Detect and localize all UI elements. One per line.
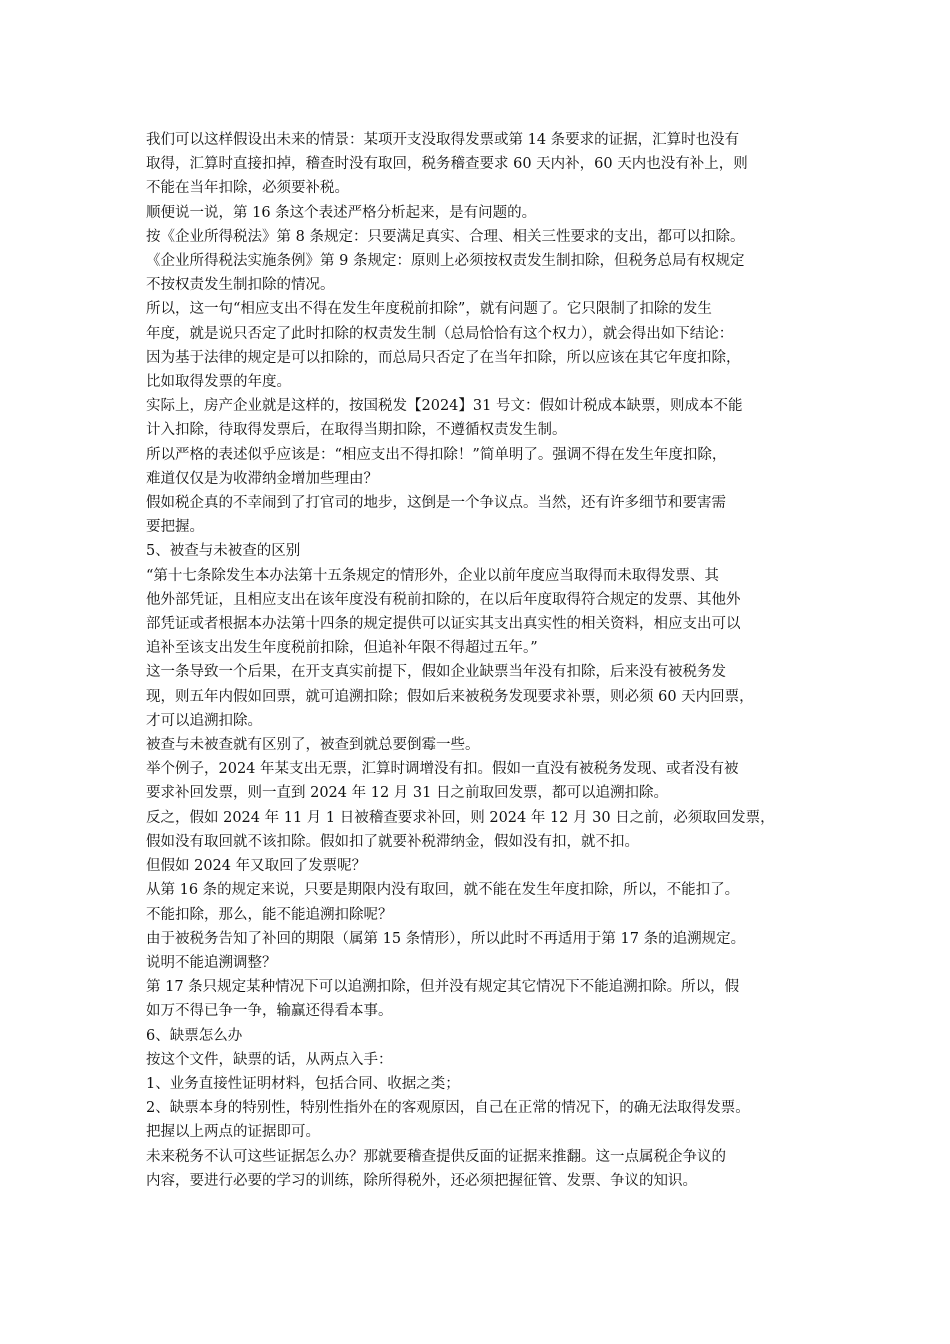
paragraph — [146, 297, 826, 345]
paragraph-line: 如万不得已争一争，输赢还得看本事。 — [146, 1003, 393, 1020]
paragraph-line: 5、被查与未被查的区别 — [146, 543, 301, 560]
paragraph — [146, 201, 826, 225]
paragraph-line: 要把握。 — [146, 519, 204, 536]
paragraph-line: 未来税务不认可这些证据怎么办？那就要稽查提供反面的证据来推翻。这一点属税企争议的 — [146, 1148, 726, 1165]
paragraph-line: 1、业务直接性证明材料，包括合同、收据之类； — [146, 1075, 460, 1092]
paragraph-line: 按《企业所得税法》第 8 条规定：只要满足真实、合理、相关三性要求的支出，都可以扣除。 — [146, 228, 745, 245]
paragraph-line: 假如没有取回就不该扣除。假如扣了就要补税滞纳金，假如没有扣，就不扣。 — [146, 833, 639, 850]
paragraph-line: 不按权责发生制扣除的情况。 — [146, 277, 335, 294]
paragraph-line: 现，则五年内假如回票，就可追溯扣除；假如后来被税务发现要求补票，则必须 60 天内回票， — [146, 688, 754, 705]
paragraph-line: 要求补回发票，则一直到 2024 年 12 月 31 日之前取回发票，都可以追溯扣除。 — [146, 785, 668, 802]
paragraph-line: 由于被税务告知了补回的期限（属第 15 条情形），所以此时不再适用于第 17 条的追溯规定。 — [146, 930, 746, 947]
paragraph-line: 计入扣除，待取得发票后，在取得当期扣除，不遵循权责发生制。 — [146, 422, 567, 439]
paragraph — [146, 1048, 826, 1072]
paragraph-line: 顺便说一说，第 16 条这个表述严格分析起来，是有问题的。 — [146, 204, 537, 221]
paragraph-line: 他外部凭证，且相应支出在该年度没有税前扣除的，在以后年度取得符合规定的发票、其他外 — [146, 591, 741, 608]
paragraph — [146, 539, 826, 563]
paragraph — [146, 975, 826, 1023]
paragraph-line: 说明不能追溯调整？ — [146, 954, 277, 971]
paragraph-line: 年度，就是说只否定了此时扣除的权责发生制（总局恰恰有这个权力），就会得出如下结论： — [146, 325, 734, 342]
paragraph — [146, 1120, 826, 1144]
document-body — [146, 128, 826, 1193]
paragraph-line: 内容，要进行必要的学习的训练，除所得税外，还必须把握征管、发票、争议的知识。 — [146, 1172, 697, 1189]
paragraph-line: “第十七条除发生本办法第十五条规定的情形外，企业以前年度应当取得而未取得发票、其 — [146, 567, 719, 584]
paragraph-line: 2、缺票本身的特别性，特别性指外在的客观原因，自己在正常的情况下，的确无法取得发票。 — [146, 1100, 750, 1117]
paragraph-line: 被查与未被查就有区别了，被查到就总要倒霉一些。 — [146, 737, 480, 754]
paragraph-line: 第 17 条只规定某种情况下可以追溯扣除，但并没有规定其它情况下不能追溯扣除。所以，假 — [146, 979, 740, 996]
paragraph — [146, 394, 826, 442]
paragraph — [146, 443, 826, 491]
paragraph-line: 《企业所得税法实施条例》第 9 条规定：原则上必须按权责发生制扣除，但税务总局有权规定 — [146, 253, 745, 270]
paragraph-line: 所以，这一句“相应支出不得在发生年度税前扣除”，就有问题了。它只限制了扣除的发生 — [146, 301, 712, 318]
paragraph-line: 部凭证或者根据本办法第十四条的规定提供可以证实其支出真实性的相关资料，相应支出可以 — [146, 616, 741, 633]
paragraph-line: 因为基于法律的规定是可以扣除的，而总局只否定了在当年扣除，所以应该在其它年度扣除， — [146, 349, 741, 366]
paragraph — [146, 128, 826, 201]
paragraph — [146, 564, 826, 661]
paragraph — [146, 491, 826, 539]
paragraph — [146, 733, 826, 757]
paragraph — [146, 346, 826, 394]
paragraph — [146, 1024, 826, 1048]
paragraph-line: 不能在当年扣除，必须要补税。 — [146, 180, 349, 197]
paragraph-line: 追补至该支出发生年度税前扣除，但追补年限不得超过五年。” — [146, 640, 538, 657]
paragraph-line: 不能扣除，那么，能不能追溯扣除呢？ — [146, 906, 393, 923]
paragraph-line: 所以严格的表述似乎应该是：“相应支出不得扣除！”简单明了。强调不得在发生年度扣除， — [146, 446, 727, 463]
paragraph — [146, 225, 826, 298]
paragraph-line: 按这个文件，缺票的话，从两点入手： — [146, 1051, 393, 1068]
paragraph — [146, 951, 826, 975]
paragraph-line: 举个例子，2024 年某支出无票，汇算时调增没有扣。假如一直没有被税务发现、或者没有被 — [146, 761, 739, 778]
paragraph — [146, 854, 826, 878]
paragraph-line: 但假如 2024 年又取回了发票呢？ — [146, 858, 367, 875]
paragraph-line: 假如税企真的不幸闹到了打官司的地步，这倒是一个争议点。当然，还有许多细节和要害需 — [146, 495, 726, 512]
paragraph — [146, 806, 826, 854]
paragraph — [146, 1072, 826, 1096]
paragraph-line: 难道仅仅是为收滞纳金增加些理由？ — [146, 470, 378, 487]
paragraph — [146, 660, 826, 733]
paragraph-line: 比如取得发票的年度。 — [146, 374, 291, 391]
paragraph-line: 实际上，房产企业就是这样的，按国税发【2024】31 号文：假如计税成本缺票，则成本不能 — [146, 398, 743, 415]
paragraph-line: 从第 16 条的规定来说，只要是期限内没有取回，就不能在发生年度扣除，所以，不能扣了。 — [146, 882, 740, 899]
paragraph-line: 这一条导致一个后果，在开支真实前提下，假如企业缺票当年没有扣除，后来没有被税务发 — [146, 664, 726, 681]
paragraph-line: 反之，假如 2024 年 11 月 1 日被稽查要求补回，则 2024 年 12 月 30 日之前，必须取回发票， — [146, 809, 775, 826]
paragraph — [146, 903, 826, 927]
paragraph-line: 我们可以这样假设出未来的情景：某项开支没取得发票或第 14 条要求的证据，汇算时也没有 — [146, 132, 740, 148]
paragraph — [146, 927, 826, 951]
paragraph — [146, 1096, 826, 1120]
paragraph — [146, 757, 826, 805]
paragraph-line: 取得，汇算时直接扣掉，稽查时没有取回，税务稽查要求 60 天内补，60 天内也没有补上，则 — [146, 156, 748, 173]
paragraph-line: 把握以上两点的证据即可。 — [146, 1124, 320, 1141]
paragraph-line: 才可以追溯扣除。 — [146, 712, 262, 729]
paragraph — [146, 1145, 826, 1193]
paragraph — [146, 878, 826, 902]
paragraph-line: 6、缺票怎么办 — [146, 1027, 243, 1044]
